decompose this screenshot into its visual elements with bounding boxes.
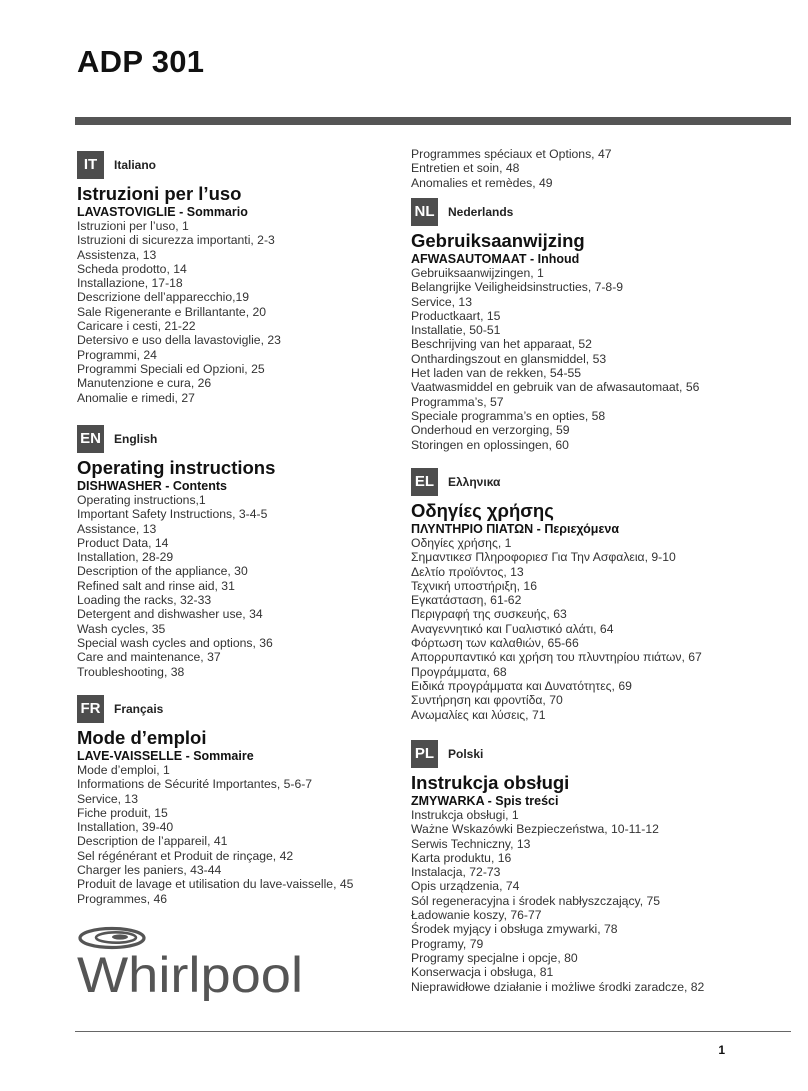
section-fr xyxy=(77,694,407,906)
contents-item: Programy, 79 xyxy=(411,936,484,951)
language-header xyxy=(411,739,741,769)
contents-list xyxy=(77,493,407,679)
section-it xyxy=(77,150,407,424)
logo-text: Whirlpool xyxy=(77,947,303,1001)
contents-item: Programmi Speciali ed Opzioni, 25 xyxy=(77,361,265,376)
contents-item: Αναγεννητικό και Γυαλιστικό αλάτι, 64 xyxy=(411,621,614,636)
section-subtitle: ZMYWARKA - Spis treści xyxy=(411,794,559,808)
section-title: Οδηγίες χρήσης xyxy=(411,500,554,521)
contents-item: Instrukcja obsługi, 1 xyxy=(411,808,519,822)
contents-item: Scheda prodotto, 14 xyxy=(77,261,187,276)
contents-item: Het laden van de rekken, 54-55 xyxy=(411,366,582,381)
language-code-badge: EL xyxy=(411,468,438,496)
contents-item: Ważne Wskazówki Bezpieczeństwa, 10-11-12 xyxy=(411,822,659,837)
contents-item: Gebruiksaanwijzingen, 1 xyxy=(411,266,544,280)
contents-item: Belangrijke Veiligheidsinstructies, 7-8-9 xyxy=(411,280,624,295)
right-column xyxy=(411,147,741,994)
contents-item: Sól regeneracyjna i środek nabłyszczający, 75 xyxy=(411,893,661,908)
contents-item: Onthardingszout en glansmiddel, 53 xyxy=(411,351,607,366)
contents-item: Description of the appliance, 30 xyxy=(77,564,248,579)
contents-item: Detergent and dishwasher use, 34 xyxy=(77,607,263,622)
section-el xyxy=(411,467,741,739)
contents-item: Beschrijving van het apparaat, 52 xyxy=(411,337,592,352)
contents-item: Produit de lavage et utilisation du lave-vaisselle, 45 xyxy=(77,877,354,892)
section-en xyxy=(77,424,407,694)
section-nl xyxy=(411,197,741,467)
section-subtitle: AFWASAUTOMAAT - Inhoud xyxy=(411,252,580,266)
contents-item: Speciale programma’s en opties, 58 xyxy=(411,408,606,423)
contents-item: Care and maintenance, 37 xyxy=(77,650,221,665)
contents-item: Caricare i cesti, 21-22 xyxy=(77,319,196,334)
section-title: Gebruiksaanwijzing xyxy=(411,230,585,251)
contents-item: Εγκατάσταση, 61-62 xyxy=(411,593,522,608)
contents-item: Installatie, 50-51 xyxy=(411,323,501,338)
language-code-badge: NL xyxy=(411,198,438,226)
contents-item: Opis urządzenia, 74 xyxy=(411,879,520,894)
contents-item: Onderhoud en verzorging, 59 xyxy=(411,423,570,438)
contents-item: Wash cycles, 35 xyxy=(77,621,166,636)
contents-item: Assistenza, 13 xyxy=(77,247,157,262)
language-header xyxy=(77,694,407,724)
contents-item: Programy specjalne i opcje, 80 xyxy=(411,950,578,965)
language-code-badge: IT xyxy=(77,151,104,179)
contents-item: Δελτίο προϊόντος, 13 xyxy=(411,564,524,579)
contents-item: Ładowanie koszy, 76-77 xyxy=(411,908,542,923)
section-subtitle: LAVASTOVIGLIE - Sommario xyxy=(77,205,248,219)
contents-list xyxy=(411,808,741,994)
contents-item: Ειδικά προγράμματα και Δυνατότητες, 69 xyxy=(411,678,632,693)
page-number: 1 xyxy=(718,1043,725,1057)
contents-item: Karta produktu, 16 xyxy=(411,850,512,865)
contents-item: Loading the racks, 32-33 xyxy=(77,593,212,608)
contents-item: Descrizione dell’apparecchio,19 xyxy=(77,290,250,305)
contents-item: Informations de Sécurité Importantes, 5-6-7 xyxy=(77,777,313,792)
header-divider xyxy=(75,117,791,125)
language-header xyxy=(77,424,407,454)
contents-item: Operating instructions,1 xyxy=(77,493,206,507)
contents-item: Mode d’emploi, 1 xyxy=(77,763,170,777)
language-name: Nederlands xyxy=(448,205,514,219)
contents-item: Service, 13 xyxy=(77,791,138,806)
section-title: Istruzioni per l’uso xyxy=(77,183,242,204)
language-name: Français xyxy=(114,702,164,716)
contents-item: Programmes, 46 xyxy=(77,891,168,906)
contents-item: Refined salt and rinse aid, 31 xyxy=(77,578,235,593)
contents-item: Konserwacja i obsługa, 81 xyxy=(411,965,554,980)
contents-item: Instalacja, 72-73 xyxy=(411,865,501,880)
contents-item: Środek myjący i obsługa zmywarki, 78 xyxy=(411,922,618,937)
contents-item: Istruzioni di sicurezza importanti, 2-3 xyxy=(77,233,275,248)
contents-item: Istruzioni per l’uso, 1 xyxy=(77,219,189,233)
contents-item: Service, 13 xyxy=(411,294,472,309)
section-subtitle: LAVE-VAISSELLE - Sommaire xyxy=(77,749,254,763)
contents-list xyxy=(411,266,741,452)
contents-item: Sale Rigenerante e Brillantante, 20 xyxy=(77,304,267,319)
section-pl xyxy=(411,739,741,994)
left-column xyxy=(77,150,407,906)
contents-item: Special wash cycles and options, 36 xyxy=(77,635,273,650)
contents-item: Τεχνική υποστήριξη, 16 xyxy=(411,578,537,593)
contents-item: Important Safety Instructions, 3-4-5 xyxy=(77,507,268,522)
contents-item: Serwis Techniczny, 13 xyxy=(411,836,531,851)
contents-list xyxy=(77,219,407,405)
contents-item: Programma’s, 57 xyxy=(411,394,504,409)
section-fr-continued xyxy=(411,147,741,197)
language-header xyxy=(411,467,741,497)
section-title: Operating instructions xyxy=(77,457,276,478)
contents-item: Installazione, 17-18 xyxy=(77,276,183,291)
swirl-icon xyxy=(80,929,144,948)
contents-item: Vaatwasmiddel en gebruik van de afwasautomaat, 56 xyxy=(411,380,700,395)
section-title: Instrukcja obsługi xyxy=(411,772,570,793)
contents-item: Fiche produit, 15 xyxy=(77,805,168,820)
contents-item: Installation, 28-29 xyxy=(77,550,174,565)
contents-item: Συντήρηση και φροντίδα, 70 xyxy=(411,693,563,708)
contents-item: Προγράμματα, 68 xyxy=(411,664,507,679)
language-header xyxy=(411,197,741,227)
model-title: ADP 301 xyxy=(77,44,205,79)
contents-item: Anomalies et remèdes, 49 xyxy=(411,175,553,190)
contents-item: Απορρυπαντικό και χρήση του πλυντηρίου πιάτων, 67 xyxy=(411,650,702,665)
language-name: Polski xyxy=(448,747,484,761)
contents-item: Entretien et soin, 48 xyxy=(411,161,520,176)
contents-item: Storingen en oplossingen, 60 xyxy=(411,437,569,452)
section-title: Mode d’emploi xyxy=(77,727,207,748)
contents-item: Charger les paniers, 43-44 xyxy=(77,863,222,878)
contents-item: Productkaart, 15 xyxy=(411,308,501,323)
contents-item: Detersivo e uso della lavastoviglie, 23 xyxy=(77,333,281,348)
contents-item: Σημαντικεσ Πληροφοριεσ Για Την Ασφαλεια, 9-10 xyxy=(411,550,676,565)
contents-item: Περιγραφή της συσκευής, 63 xyxy=(411,607,567,622)
contents-item: Programmi, 24 xyxy=(77,347,157,362)
contents-item: Manutenzione e cura, 26 xyxy=(77,376,212,391)
contents-item: Programmes spéciaux et Options, 47 xyxy=(411,147,612,161)
language-name: Ελληνικα xyxy=(448,475,501,489)
contents-item: Οδηγίες χρήσης, 1 xyxy=(411,536,512,550)
section-subtitle: DISHWASHER - Contents xyxy=(77,479,227,493)
contents-item: Assistance, 13 xyxy=(77,521,157,536)
whirlpool-logo xyxy=(76,926,304,1001)
language-name: Italiano xyxy=(114,158,157,172)
language-name: English xyxy=(114,432,158,446)
contents-item: Product Data, 14 xyxy=(77,535,169,550)
language-header xyxy=(77,150,407,180)
language-code-badge: PL xyxy=(411,740,438,768)
contents-item: Ανωμαλίες και λύσεις, 71 xyxy=(411,707,546,722)
contents-item: Installation, 39-40 xyxy=(77,820,174,835)
contents-item: Sel régénérant et Produit de rinçage, 42 xyxy=(77,848,294,863)
section-subtitle: ΠΛΥΝΤΗΡΙΟ ΠΙΑΤΩΝ - Περιεχόμενα xyxy=(411,522,620,536)
language-code-badge: EN xyxy=(77,425,104,453)
contents-item: Troubleshooting, 38 xyxy=(77,664,185,679)
contents-list xyxy=(411,147,741,190)
contents-item: Description de l’appareil, 41 xyxy=(77,834,228,849)
contents-list xyxy=(411,536,741,722)
contents-list xyxy=(77,763,407,906)
contents-item: Φόρτωση των καλαθιών, 65-66 xyxy=(411,636,579,651)
contents-item: Anomalie e rimedi, 27 xyxy=(77,390,195,405)
contents-item: Nieprawidłowe działanie i możliwe środki zaradcze, 82 xyxy=(411,979,705,994)
footer-divider xyxy=(75,1031,791,1032)
language-code-badge: FR xyxy=(77,695,104,723)
